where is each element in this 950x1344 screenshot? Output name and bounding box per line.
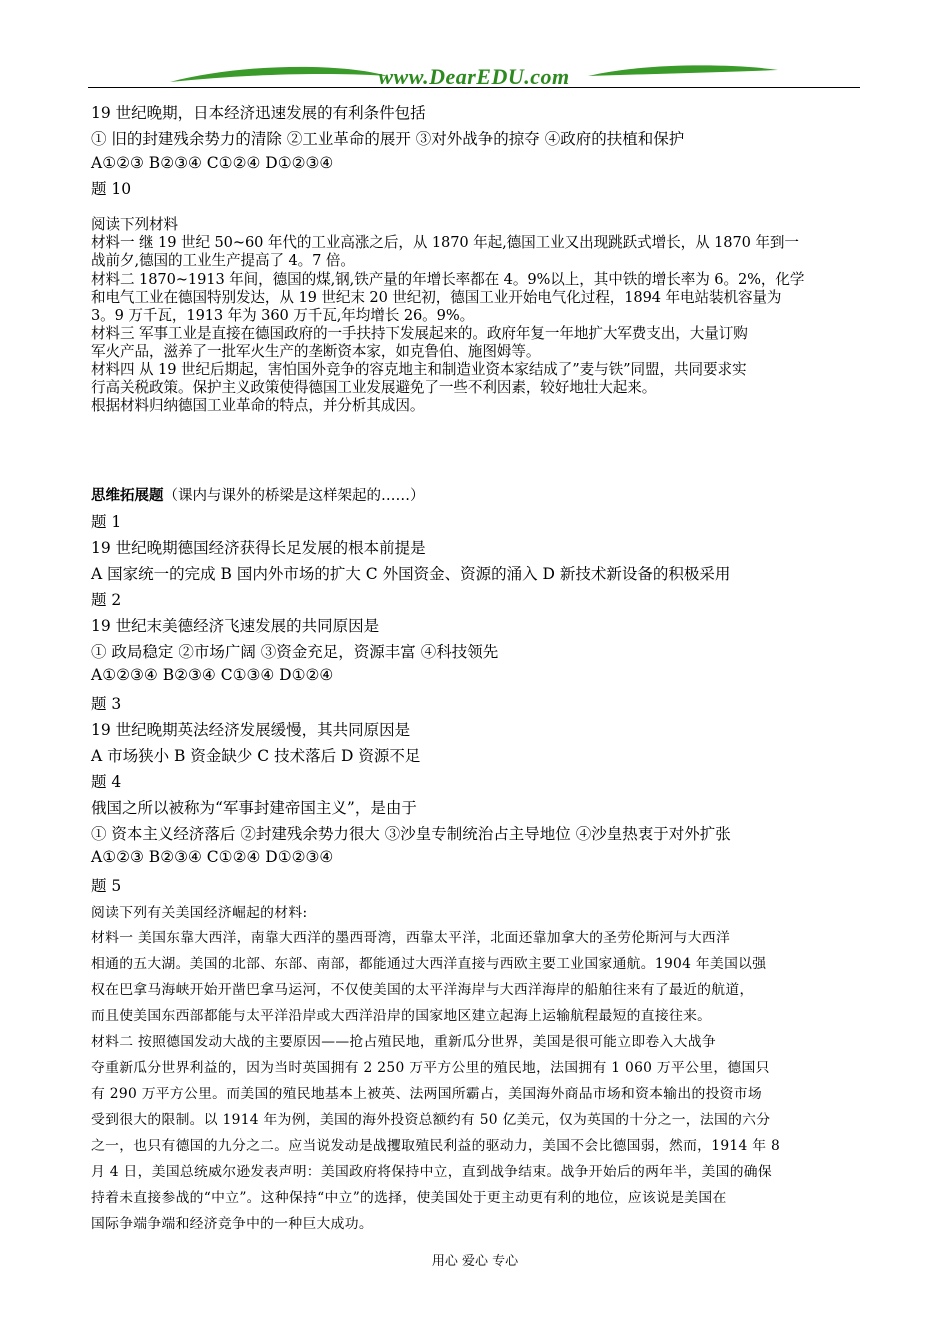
extension-title: 思维拓展题: [91, 487, 164, 504]
question-text: 19 世纪晚期德国经济获得长足发展的根本前提是: [91, 539, 426, 557]
question-options: ① 资本主义经济落后 ②封建残余势力很大 ③沙皇专制统治占主导地位 ④沙皇热衷于对外扩张: [91, 825, 731, 843]
question-number: 题 10: [91, 180, 132, 198]
material-line: 而且使美国东西部都能与太平洋沿岸或大西洋沿岸的国家地区建立起海上运输航程最短的直接往来。: [91, 1008, 712, 1024]
material-line: 材料一 继 19 世纪 50~60 年代的工业高涨之后，从 1870 年起,德国工业又出现跳跃式增长，从 1870 年到一: [91, 234, 799, 251]
material-line: 相通的五大湖。美国的北部、东部、南部，都能通过大西洋直接与西欧主要工业国家通航。1904 年美国以强: [91, 956, 767, 972]
question-options: ① 旧的封建残余势力的清除 ②工业革命的展开 ③对外战争的掠夺 ④政府的扶植和保护: [91, 130, 685, 148]
material-intro: 阅读下列有关美国经济崛起的材料:: [91, 905, 308, 921]
material-line: 持着未直接参战的“中立”。这种保持“中立”的选择，使美国处于更主动更有利的地位，应该说是美国在: [91, 1190, 727, 1206]
material-line: 之一，也只有德国的九分之二。应当说发动是战攫取殖民利益的驱动力，美国不会比德国弱，然而，1914 年 8: [91, 1138, 781, 1154]
site-header: [88, 60, 860, 92]
question-number: 题 5: [91, 877, 122, 895]
question-text: 19 世纪晚期，日本经济迅速发展的有利条件包括: [91, 104, 426, 122]
material-line: 军火产品，滋养了一批军火生产的垄断资本家，如克鲁伯、施图姆等。: [91, 343, 541, 360]
material-line: 权在巴拿马海峡开始开凿巴拿马运河，不仅使美国的太平洋海岸与大西洋海岸的船舶往来有了最近的航道，: [91, 982, 754, 998]
material-line: 和电气工业在德国特别发达，从 19 世纪末 20 世纪初，德国工业开始电气化过程，1894 年电站装机容量为: [91, 289, 782, 306]
question-number: 题 2: [91, 591, 122, 609]
header-divider: [88, 87, 860, 88]
answer-choices: A 市场狭小 B 资金缺少 C 技术落后 D 资源不足: [91, 747, 421, 765]
material-line: 材料一 美国东靠大西洋，南靠大西洋的墨西哥湾，西靠太平洋，北面还靠加拿大的圣劳伦斯河与大西洋: [91, 930, 731, 946]
answer-choices: A①②③ B②③④ C①②④ D①②③④: [91, 848, 334, 866]
question-number: 题 1: [91, 513, 122, 531]
material-line: 行高关税政策。保护主义政策使得德国工业发展避免了一些不利因素，较好地壮大起来。: [91, 379, 657, 396]
material-intro: 阅读下列材料: [91, 216, 178, 233]
extension-heading: [91, 484, 425, 505]
question-text: 俄国之所以被称为“军事封建帝国主义”，是由于: [91, 799, 417, 817]
material-line: 夺重新瓜分世界利益的，因为当时英国拥有 2 250 万平方公里的殖民地，法国拥有 1 060 万平公里，德国只: [91, 1060, 770, 1076]
material-line: 国际争端争端和经济竞争中的一种巨大成功。: [91, 1216, 373, 1232]
question-number: 题 3: [91, 695, 122, 713]
material-line: 月 4 日，美国总统威尔逊发表声明：美国政府将保持中立，直到战争结束。战争开始后的两年半，美国的确保: [91, 1164, 772, 1180]
material-line: 材料三 军事工业是直接在德国政府的一手扶持下发展起来的。政府年复一年地扩大军费支出，大量订购: [91, 325, 748, 342]
material-line: 材料四 从 19 世纪后期起，害怕国外竞争的容克地主和制造业资本家结成了”麦与铁”同盟，共同要求实: [91, 361, 747, 378]
question-prompt: 根据材料归纳德国工业革命的特点，并分析其成因。: [91, 397, 425, 414]
answer-choices: A①②③ B②③④ C①②④ D①②③④: [91, 154, 334, 172]
material-line: 材料二 1870~1913 年间，德国的煤,钢,铁产量的年增长率都在 4。9%以上，其中铁的增长率为 6。2%，化学: [91, 271, 805, 288]
site-logo-text: www.DearEDU.com: [378, 64, 570, 89]
question-text: 19 世纪末美德经济飞速发展的共同原因是: [91, 617, 380, 635]
material-line: 材料二 按照德国发动大战的主要原因——抢占殖民地，重新瓜分世界，美国是很可能立即卷入大战争: [91, 1034, 716, 1050]
answer-choices: A①②③④ B②③④ C①③④ D①②④: [91, 666, 334, 684]
material-line: 受到很大的限制。以 1914 年为例，美国的海外投资总额约有 50 亿美元，仅为英国的十分之一，法国的六分: [91, 1112, 771, 1128]
material-line: 战前夕,德国的工业生产提高了 4。7 倍。: [91, 252, 355, 269]
question-number: 题 4: [91, 773, 122, 791]
extension-subtitle: （课内与课外的桥梁是这样架起的……）: [163, 488, 425, 504]
question-text: 19 世纪晚期英法经济发展缓慢，其共同原因是: [91, 721, 411, 739]
material-line: 3。9 万千瓦，1913 年为 360 万千瓦,年均增长 26。9%。: [91, 307, 475, 324]
page-footer: 用心 爱心 专心: [431, 1254, 519, 1269]
question-options: ① 政局稳定 ②市场广阔 ③资金充足，资源丰富 ④科技领先: [91, 643, 499, 661]
material-line: 有 290 万平方公里。而美国的殖民地基本上被英、法两国所霸占，美国海外商品市场和资本输出的投资市场: [91, 1086, 762, 1102]
answer-choices: A 国家统一的完成 B 国内外市场的扩大 C 外国资金、资源的涌入 D 新技术新设备的积极采用: [91, 565, 731, 583]
